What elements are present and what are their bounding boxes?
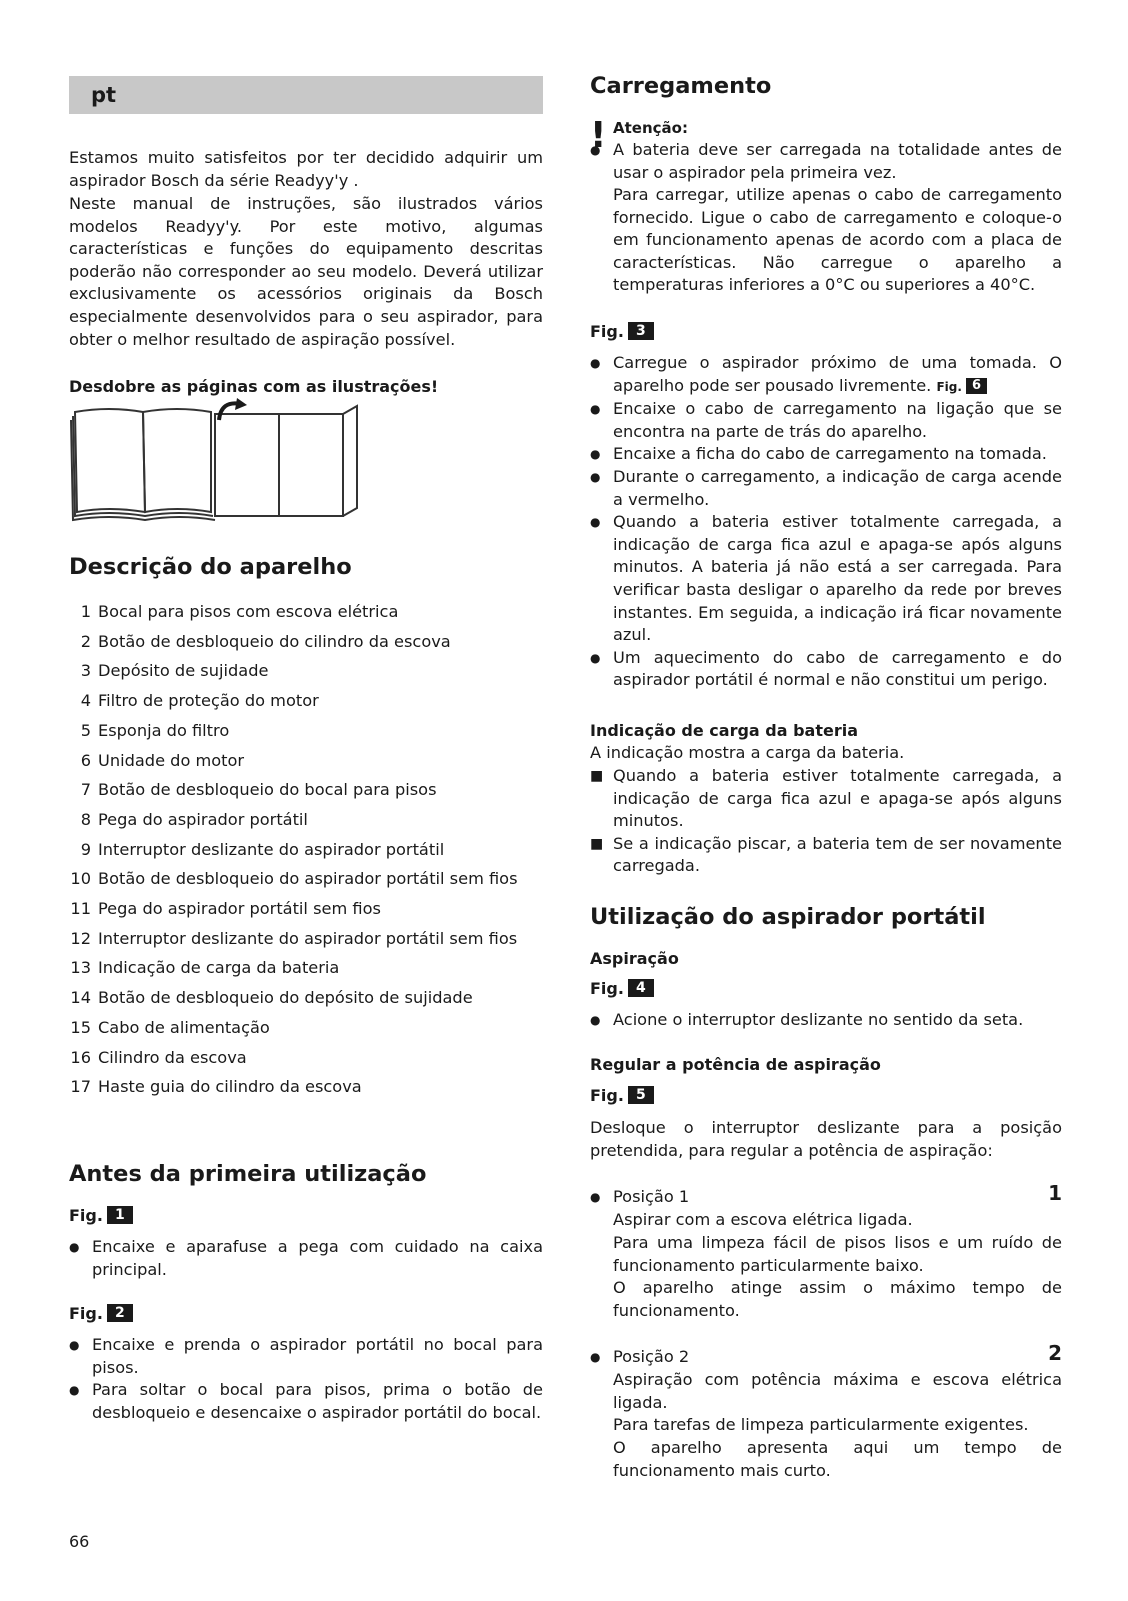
handheld-title: Utilização do aspirador portátil — [590, 904, 986, 930]
suction-list — [590, 1009, 1062, 1032]
fig-5-reference: Fig. 5 — [590, 1085, 654, 1107]
list-item: 7 Botão de desbloqueio do bocal para pisos — [80, 780, 437, 800]
page-number: 66 — [69, 1532, 90, 1551]
language-bar — [69, 76, 543, 114]
list-item: ● Um aquecimento do cabo de carregamento e do aspirador portátil é normal e não constitui um perigo. — [590, 647, 1062, 692]
battery-intro: A indicação mostra a carga da bateria. — [590, 743, 905, 762]
position-2-line-2: Para tarefas de limpeza particularmente exigentes. — [613, 1415, 1029, 1434]
position-1-line-2: Para uma limpeza fácil de pisos lisos e um ruído de funcionamento particularmente baixo. — [613, 1233, 1062, 1275]
position-2-number: 2 — [1048, 1341, 1062, 1365]
position-2-line-1: Aspiração com potência máxima e escova elétrica ligada. — [613, 1370, 1062, 1412]
list-item: 6 Unidade do motor — [80, 750, 245, 770]
list-item: 2 Botão de desbloqueio do cilindro da escova — [80, 631, 451, 651]
warning-icon: ! — [590, 115, 607, 156]
charging-list — [590, 352, 1062, 692]
battery-list — [590, 765, 1062, 878]
battery-title: Indicação de carga da bateria — [590, 721, 859, 740]
list-item: ● Posição 1 1 — [590, 1186, 1062, 1209]
description-title: Descrição do aparelho — [69, 554, 352, 580]
position-1-number: 1 — [1048, 1181, 1062, 1205]
parts-list — [69, 597, 543, 1102]
list-item: 5 Esponja do filtro — [80, 720, 230, 740]
language-code: pt — [91, 83, 117, 107]
list-item: 8 Pega do aspirador portátil — [80, 809, 308, 829]
fold-out-illustration — [69, 398, 369, 526]
list-item: ● A bateria deve ser carregada na totalidade antes de usar o aspirador pela primeira vez. — [590, 139, 1062, 184]
list-item: ● Quando a bateria estiver totalmente carregada, a indicação de carga fica azul e apaga-se após alguns minutos. A bateria já não está a ser carregada. Para verificar basta desligar o aparelho da rede por breves instantes. Em seguida, a indicação irá ficar novamente azul. — [590, 511, 1062, 647]
list-item: ● Encaixe e aparafuse a pega com cuidado na caixa principal. — [69, 1236, 543, 1281]
position-1-line-3: O aparelho atinge assim o máximo tempo de funcionamento. — [613, 1278, 1062, 1320]
list-item: ● Durante o carregamento, a indicação de carga acende a vermelho. — [590, 466, 1062, 511]
list-item: ● Encaixe a ficha do cabo de carregamento na tomada. — [590, 443, 1062, 466]
power-intro: Desloque o interruptor deslizante para a posição pretendida, para regular a potência de aspiração: — [590, 1118, 1062, 1160]
intro-paragraph-1: Estamos muito satisfeitos por ter decidido adquirir um aspirador Bosch da série Readyy'y . — [69, 148, 543, 190]
list-item: 15 Cabo de alimentação — [70, 1017, 270, 1037]
warning-list — [590, 139, 1062, 184]
fig-1-reference: Fig. 1 — [69, 1205, 133, 1227]
charging-title: Carregamento — [590, 73, 772, 99]
fold-out-note: Desdobre as páginas com as ilustrações! — [69, 377, 439, 396]
list-item: ● Posição 2 2 — [590, 1346, 1062, 1369]
list-item: 12 Interruptor deslizante do aspirador portátil sem fios — [70, 928, 518, 948]
list-item: 14 Botão de desbloqueio do depósito de sujidade — [70, 988, 473, 1008]
list-item: 1 Bocal para pisos com escova elétrica — [80, 602, 399, 621]
list-item: ● Acione o interruptor deslizante no sentido da seta. — [590, 1009, 1062, 1032]
list-item: ■ Se a indicação piscar, a bateria tem de ser novamente carregada. — [590, 833, 1062, 878]
suction-title: Aspiração — [590, 949, 679, 968]
list-item: ● Carregue o aspirador próximo de uma tomada. O aparelho pode ser pousado livremente. Fig. 6 — [590, 352, 1062, 398]
list-item: ● Encaixe e prenda o aspirador portátil no bocal para pisos. — [69, 1334, 543, 1379]
list-item: ● Encaixe o cabo de carregamento na ligação que se encontra na parte de trás do aparelho. — [590, 398, 1062, 443]
power-title: Regular a potência de aspiração — [590, 1055, 881, 1074]
position-1-block — [590, 1181, 1062, 1209]
list-item: ● Para soltar o bocal para pisos, prima o botão de desbloqueio e desencaixe o aspirador portátil do bocal. — [69, 1379, 543, 1424]
fig-2-reference: Fig. 2 — [69, 1303, 133, 1325]
position-1-line-1: Aspirar com a escova elétrica ligada. — [613, 1210, 913, 1229]
before-first-use-title: Antes da primeira utilização — [69, 1161, 427, 1187]
fig-2-list — [69, 1334, 543, 1424]
fig-1-list — [69, 1236, 543, 1281]
warning-text: Para carregar, utilize apenas o cabo de carregamento fornecido. Ligue o cabo de carregamento e coloque-o em funcionamento apenas de acordo com a placa de características. Não carregue o aparelho a temperaturas inferiores a 0°C ou superiores a 40°C. — [613, 185, 1062, 295]
warning-title: Atenção: — [613, 119, 688, 137]
list-item: 10 Botão de desbloqueio do aspirador portátil sem fios — [70, 869, 518, 889]
list-item: 13 Indicação de carga da bateria — [70, 958, 340, 978]
list-item: 3 Depósito de sujidade — [80, 661, 269, 681]
fig-3-reference: Fig. 3 — [590, 321, 654, 343]
position-2-block — [590, 1341, 1062, 1369]
intro-paragraph-2: Neste manual de instruções, são ilustrados vários modelos Readyy'y. Por este motivo, algumas características e funções do equipamento descritas poderão não corresponder ao seu modelo. Deverá utilizar exclusivamente os acessórios originais da Bosch especialmente desenvolvidos para o seu aspirador, para obter o melhor resultado de aspiração possível. — [69, 194, 543, 349]
fig-4-reference: Fig. 4 — [590, 978, 654, 1000]
list-item: 9 Interruptor deslizante do aspirador portátil — [80, 839, 445, 859]
position-2-line-3: O aparelho apresenta aqui um tempo de funcionamento mais curto. — [613, 1438, 1062, 1480]
list-item: 17 Haste guia do cilindro da escova — [70, 1077, 362, 1097]
list-item: 16 Cilindro da escova — [70, 1047, 247, 1067]
list-item: 11 Pega do aspirador portátil sem fios — [70, 899, 381, 919]
list-item: 4 Filtro de proteção do motor — [80, 691, 319, 711]
list-item: ■ Quando a bateria estiver totalmente carregada, a indicação de carga fica azul e apaga-se após alguns minutos. — [590, 765, 1062, 833]
